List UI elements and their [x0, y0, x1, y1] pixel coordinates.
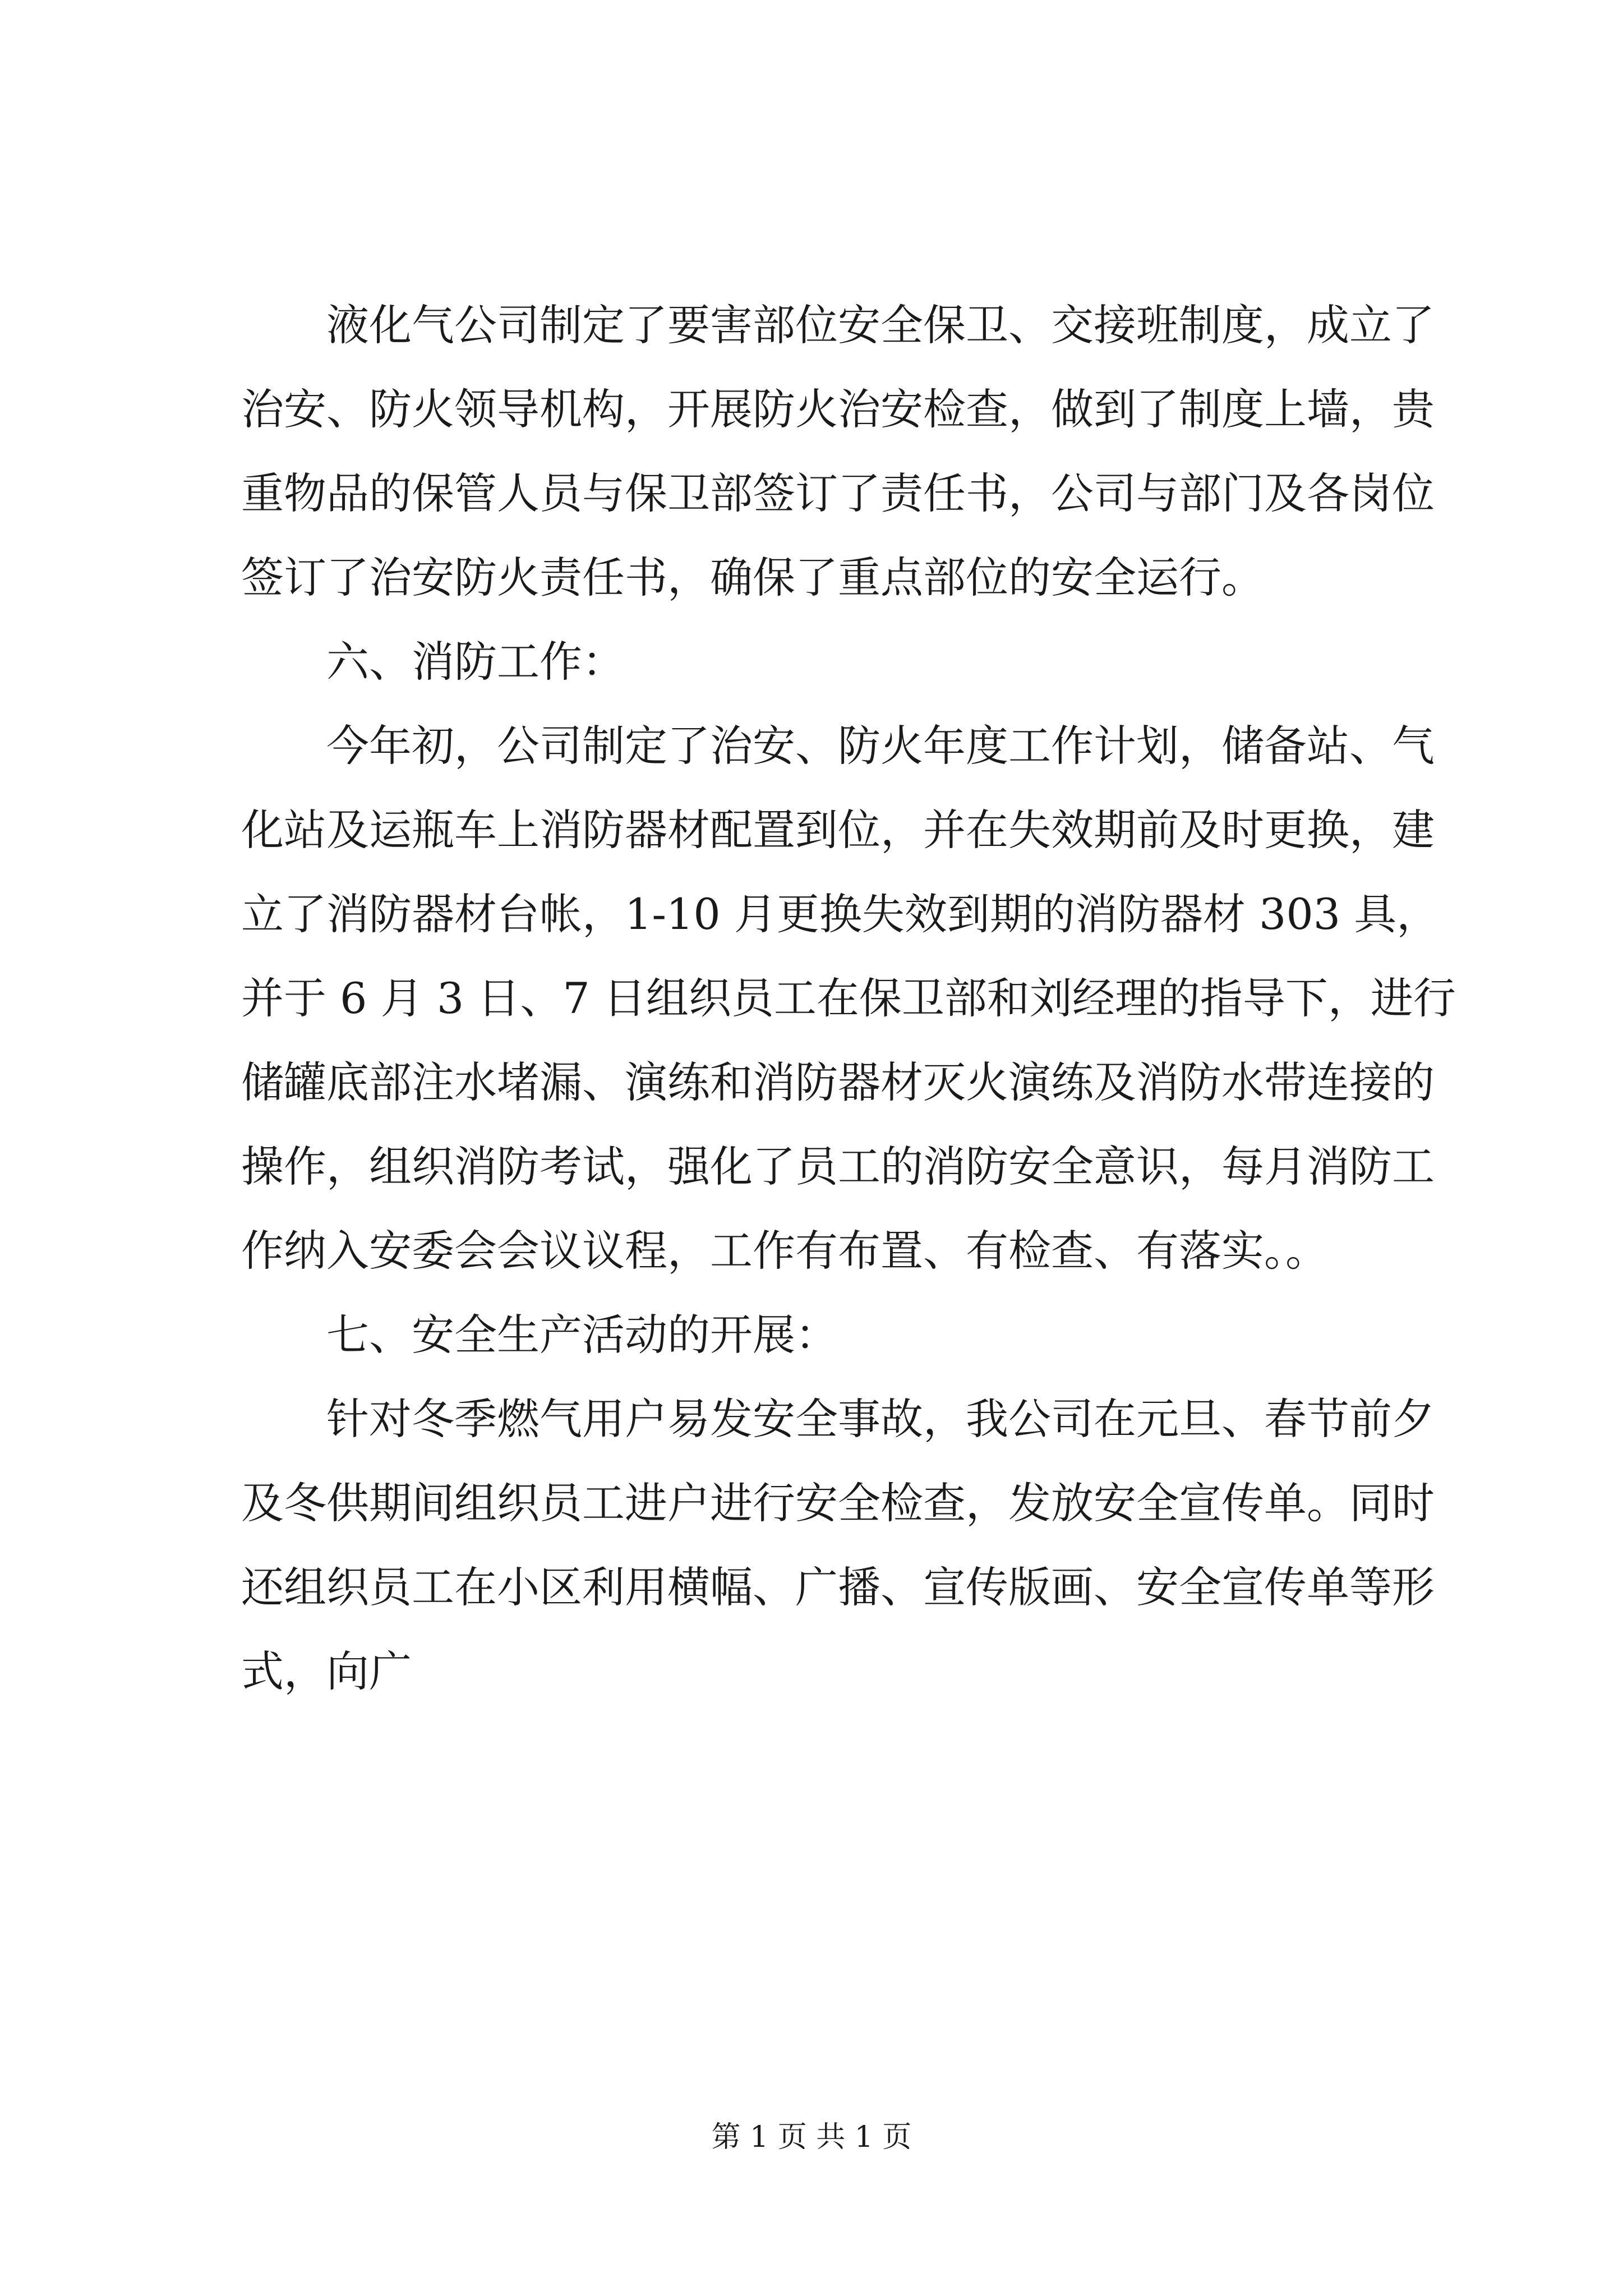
paragraph-3-line-2: 化站及运瓶车上消防器材配置到位，并在失效期前及时更换，建: [241, 805, 1435, 855]
paragraph-5-line-3: 还组织员工在小区利用横幅、广播、宣传版画、安全宣传单等形: [241, 1562, 1435, 1612]
page-number-footer: 第 1 页 共 1 页: [711, 2120, 912, 2154]
paragraph-3-line-3: 立了消防器材台帐，1-10 月更换失效到期的消防器材 303 具，: [241, 889, 1440, 939]
paragraph-1-line-3: 重物品的保管人员与保卫部签订了责任书，公司与部门及各岗位: [241, 468, 1435, 518]
paragraph-3-line-4: 并于 6 月 3 日、7 日组织员工在保卫部和刘经理的指导下，进行: [241, 973, 1456, 1023]
paragraph-3-line-6: 操作，组织消防考试，强化了员工的消防安全意识，每月消防工: [241, 1142, 1435, 1191]
paragraph-1-line-1: 液化气公司制定了要害部位安全保卫、交接班制度，成立了: [326, 300, 1435, 350]
paragraph-5-line-2: 及冬供期间组织员工进户进行安全检查，发放安全宣传单。同时: [241, 1478, 1435, 1528]
section-heading-safety-activities: 七、安全生产活动的开展：: [326, 1310, 838, 1360]
paragraph-1-line-4: 签订了治安防火责任书，确保了重点部位的安全运行。: [241, 553, 1264, 602]
paragraph-5-line-1: 针对冬季燃气用户易发安全事故，我公司在元旦、春节前夕: [326, 1394, 1435, 1444]
paragraph-3-line-1: 今年初，公司制定了治安、防火年度工作计划，储备站、气: [326, 721, 1435, 771]
paragraph-1-line-2: 治安、防火领导机构，开展防火治安检查，做到了制度上墙，贵: [241, 384, 1435, 434]
paragraph-3-line-5: 储罐底部注水堵漏、演练和消防器材灭火演练及消防水带连接的: [241, 1057, 1435, 1107]
section-heading-fire-work: 六、消防工作：: [326, 637, 625, 687]
paragraph-5-line-4: 式，向广: [241, 1646, 412, 1696]
paragraph-3-line-7: 作纳入安委会会议议程，工作有布置、有检查、有落实。。: [241, 1226, 1328, 1276]
